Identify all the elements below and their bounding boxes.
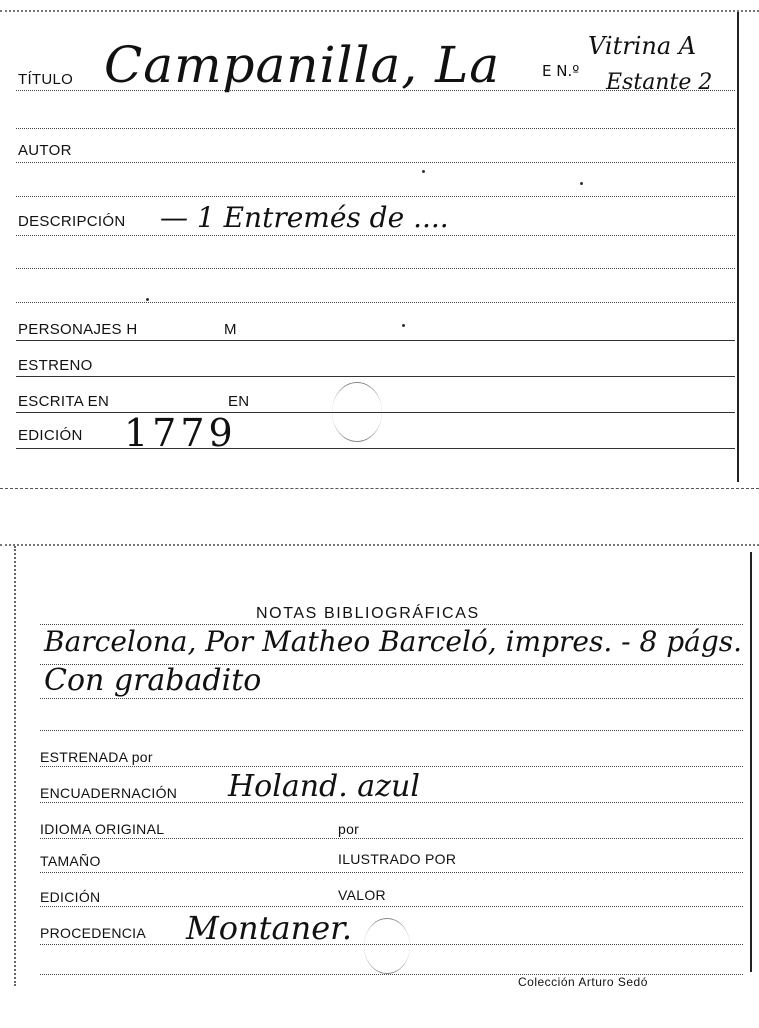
- label-edicion-back: EDICIÓN: [40, 889, 101, 905]
- handwritten-title: Campanilla, La: [104, 36, 501, 94]
- label-en: EN: [228, 393, 250, 410]
- handwritten-edicion: 1779: [124, 411, 237, 455]
- rule-estreno: [16, 376, 735, 377]
- rule-descripcion-3: [16, 302, 735, 303]
- rule-autor: [16, 162, 735, 163]
- catalog-card-front: [0, 0, 759, 500]
- card-right-edge: [737, 12, 739, 482]
- handwritten-estante: Estante 2: [606, 70, 713, 95]
- label-autor: AUTOR: [18, 142, 72, 159]
- rule-idioma: [40, 838, 743, 839]
- label-tamano: TAMAÑO: [40, 853, 101, 869]
- label-personajes-m: M: [224, 321, 237, 338]
- card-right-edge: [750, 552, 752, 972]
- handwritten-encuadernacion: Holand. azul: [228, 769, 420, 804]
- erased-smudge: [332, 382, 382, 442]
- handwritten-numero-prefix: E N.º: [542, 62, 580, 80]
- label-personajes-h: PERSONAJES H: [18, 321, 138, 338]
- label-descripcion: DESCRIPCIÓN: [18, 213, 126, 230]
- rule-estrenada: [40, 766, 743, 767]
- label-valor: VALOR: [338, 887, 386, 903]
- rule-tamano: [40, 872, 743, 873]
- handwritten-notes-line2: Con grabadito: [44, 663, 262, 698]
- label-edicion: EDICIÓN: [18, 427, 83, 444]
- ink-speck: [402, 324, 405, 327]
- ink-speck: [422, 170, 425, 173]
- catalog-card-back: [0, 540, 759, 1028]
- label-titulo: TÍTULO: [18, 71, 74, 88]
- card-left-edge: [14, 546, 16, 986]
- card-top-edge: [0, 10, 759, 12]
- rule-autor-2: [16, 196, 735, 197]
- rule-descripcion-2: [16, 268, 735, 269]
- notes-heading: NOTAS BIBLIOGRÁFICAS: [256, 605, 480, 622]
- label-escrita-en: ESCRITA EN: [18, 393, 110, 410]
- rule-titulo-2: [16, 128, 735, 129]
- label-por: por: [338, 821, 360, 837]
- rule-descripcion: [16, 235, 735, 236]
- card-top-edge: [0, 544, 759, 546]
- rule-notes-3: [40, 730, 743, 731]
- ink-speck: [580, 182, 583, 185]
- handwritten-vitrina: Vitrina A: [588, 32, 697, 60]
- label-estrenada-por: ESTRENADA por: [40, 749, 153, 765]
- rule-personajes: [16, 340, 735, 341]
- label-encuadernacion: ENCUADERNACIÓN: [40, 785, 178, 801]
- ink-speck: [146, 298, 149, 301]
- card-bottom-edge: [0, 488, 759, 489]
- rule-notes-2: [40, 698, 743, 699]
- erased-smudge: [364, 918, 410, 974]
- label-idioma-original: IDIOMA ORIGINAL: [40, 821, 165, 837]
- label-ilustrado-por: ILUSTRADO POR: [338, 851, 457, 867]
- label-procedencia: PROCEDENCIA: [40, 925, 146, 941]
- collection-footer: Colección Arturo Sedó: [518, 975, 648, 989]
- label-estreno: ESTRENO: [18, 357, 93, 374]
- handwritten-descripcion: — 1 Entremés de ....: [160, 201, 449, 234]
- handwritten-procedencia: Montaner.: [186, 909, 353, 947]
- handwritten-notes-line1: Barcelona, Por Matheo Barceló, impres. - 8 págs.: [44, 625, 743, 658]
- rule-edicion-back: [40, 906, 743, 907]
